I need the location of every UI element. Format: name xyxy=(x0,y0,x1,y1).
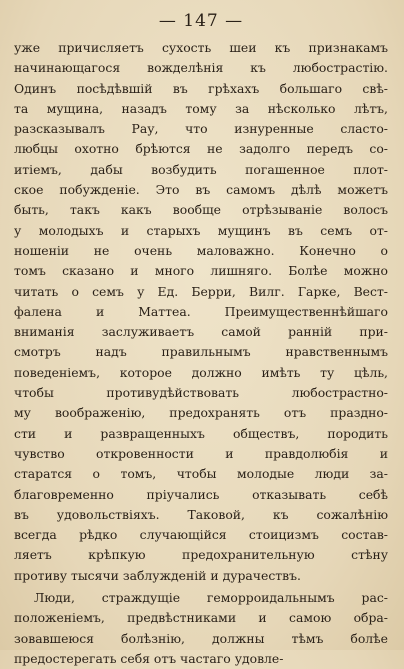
text-line: разсказывалъ Рау, что изнуренные сласто- xyxy=(14,121,388,137)
page-number: — 147 — xyxy=(158,11,244,31)
text-line: му воображенію, предохранять отъ праздно- xyxy=(14,405,388,421)
text-line: противу тысячи заблужденій и дурачествъ. xyxy=(14,567,301,583)
text-line: предостерегать себя отъ частаго удовле- xyxy=(14,650,284,666)
text-line: въ удовольствіяхъ. Таковой, къ сожалѣнію xyxy=(14,506,388,522)
text-line: любцы охотно брѣются не задолго передъ со- xyxy=(14,141,388,157)
text-line: та мущина, назадъ тому за нѣсколько лѣтъ, xyxy=(14,100,388,116)
page-text xyxy=(14,38,388,669)
text-line: вниманія заслуживаетъ самой ранній при- xyxy=(14,324,388,340)
text-line: старатся о томъ, чтобы молодые люди за- xyxy=(14,466,388,482)
text-line: ское побужденіе. Это въ самомъ дѣлѣ можетъ xyxy=(14,182,388,198)
text-line: чтобы противудѣйствовать любострастно- xyxy=(14,385,388,401)
text-line: томъ сказано и много лишняго. Болѣе можно xyxy=(14,263,388,279)
text-line: чувство откровенности и правдолюбія и xyxy=(14,445,388,461)
text-line: сти и развращенныхъ обществъ, породить xyxy=(14,425,388,441)
text-line: благовременно пріучались отказывать себѣ xyxy=(14,486,388,502)
paragraph xyxy=(14,588,388,669)
paragraph xyxy=(14,38,388,586)
text-line: у молодыхъ и старыхъ мущинъ въ семъ от- xyxy=(14,222,388,238)
text-line: положеніемъ, предвѣстниками и самою обра- xyxy=(14,610,388,626)
text-line: итіемъ, дабы возбудить погашенное плот- xyxy=(14,161,388,177)
text-line: Одинъ посѣдѣвшій въ грѣхахъ большаго свѣ- xyxy=(14,80,388,96)
text-line: читать о семъ у Ед. Берри, Вилг. Гарке, Вест- xyxy=(14,283,388,299)
text-line: фалена и Маттеа. Преимущественнѣйшаго xyxy=(14,303,388,319)
text-line: смотръ надъ правильнымъ нравственнымъ xyxy=(14,344,388,360)
text-line: ляетъ крѣпкую предохранительную стѣну xyxy=(14,547,388,563)
text-line: уже причисляетъ сухость шеи къ признакамъ xyxy=(14,40,388,55)
text-line: начинающагося вожделѣнія къ любострастію. xyxy=(14,60,388,76)
text-line: зовавшеюся болѣзнію, должны тѣмъ болѣе xyxy=(14,630,388,646)
text-line: Люди, страждущіе геморроидальнымъ рас- xyxy=(34,590,388,606)
text-line: поведеніемъ, которое должно имѣть ту цѣль, xyxy=(14,364,388,380)
text-line: быть, такъ какъ вообще отрѣзываніе волосъ xyxy=(14,202,388,218)
text-line: всегда рѣдко случающійся стоицизмъ состав- xyxy=(14,527,388,543)
text-line: ношеніи не очень маловажно. Конечно о xyxy=(14,242,388,258)
